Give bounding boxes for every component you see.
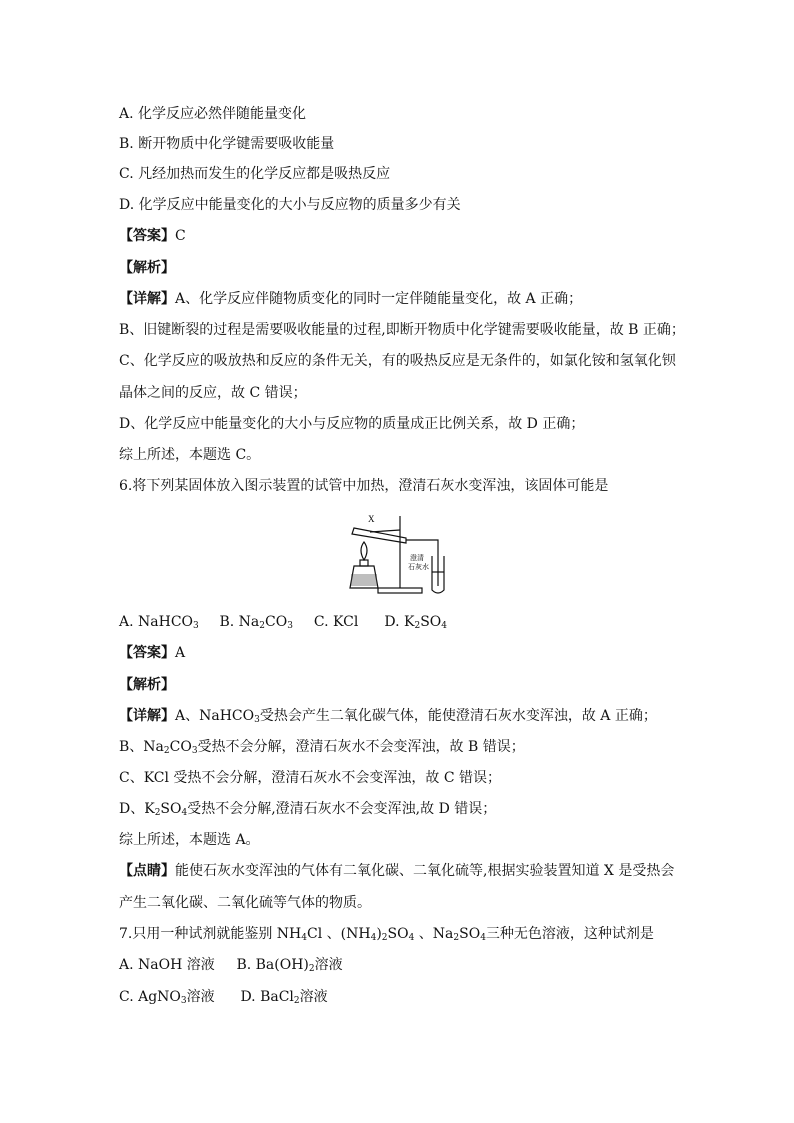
stand-base — [378, 588, 422, 593]
q6-analysis-tag: 【解析】 — [119, 677, 175, 693]
q6-answer-value: A — [175, 645, 186, 661]
q6-detail-b: B、$Na_2CO_3$受热不会分解，澄清石灰水不会变浑浊，故 B 错误； — [119, 739, 525, 756]
q5-detail-a-text: A、化学反应伴随物质变化的同时一定伴随能量变化，故 A 正确； — [175, 291, 583, 307]
apparatus-figure — [340, 508, 460, 598]
q6-tip-line-2: 产生二氧化碳、二氧化硫等气体的物质。 — [119, 895, 371, 911]
q6-summary: 综上所述，本题选 A。 — [119, 832, 260, 848]
q5-detail-c-1: C、化学反应的吸放热和反应的条件无关，有的吸热反应是无条件的，如氯化铵和氢氧化钡 — [119, 353, 676, 369]
q7-options-row-1 — [119, 955, 343, 975]
detail-tag: 【详解】 — [119, 291, 175, 307]
q7-option-a: A. NaOH 溶液 — [119, 957, 215, 973]
flame-icon — [361, 542, 367, 560]
q6-answer-line — [119, 643, 185, 663]
q5-option-a: A. 化学反应必然伴随能量变化 — [119, 106, 307, 122]
figure-label-water-1: 澄清 — [410, 554, 424, 562]
q6-option-b: B. $Na_2CO_3$ — [219, 614, 293, 631]
q7-option-b: B. $Ba(OH)_2$溶液 — [236, 957, 343, 974]
q7-stem: 7.只用一种试剂就能鉴别 $NH_4Cl$ 、$(NH_4)_2SO_4$ 、$Na_2SO_4$三种无色溶液，这种试剂是 — [119, 926, 654, 943]
answer-tag: 【答案】 — [119, 228, 175, 244]
q5-option-c: C. 凡经加热而发生的化学反应都是吸热反应 — [119, 166, 391, 182]
answer-tag: 【答案】 — [119, 645, 175, 661]
q5-detail-d: D、化学反应中能量变化的大小与反应物的质量成正比例关系，故 D 正确； — [119, 416, 585, 432]
q6-option-a: A. NaHCO$_3$ — [119, 614, 199, 631]
q6-detail-c: C、KCl 受热不会分解，澄清石灰水不会变浑浊，故 C 错误； — [119, 770, 502, 786]
q5-detail-c-2: 晶体之间的反应，故 C 错误； — [119, 385, 307, 401]
q6-option-c: C. KCl — [313, 614, 359, 630]
q5-option-b: B. 断开物质中化学键需要吸收能量 — [119, 136, 335, 152]
q5-option-d: D. 化学反应中能量变化的大小与反应物的质量多少有关 — [119, 197, 461, 213]
q6-tip-line-1: 【点睛】能使石灰水变浑浊的气体有二氧化碳、二氧化硫等,根据实验装置知道 X 是受热会 — [119, 863, 675, 879]
q5-detail-b: B、旧键断裂的过程是需要吸收能量的过程,即断开物质中化学键需要吸收能量，故 B 正确； — [119, 322, 685, 338]
lamp-fuel — [351, 574, 377, 586]
q5-analysis-tag: 【解析】 — [119, 260, 175, 276]
q5-answer-value: C — [175, 228, 186, 244]
q5-answer-line — [119, 226, 186, 246]
q7-option-d: D. BaCl$_2$溶液 — [240, 989, 328, 1006]
figure-label-water-2: 石灰水 — [408, 563, 429, 571]
q6-detail-d: D、$K_2SO_4$受热不会分解,澄清石灰水不会变浑浊,故 D 错误； — [119, 801, 497, 818]
q7-option-c: C. AgNO$_3$溶液 — [119, 989, 215, 1006]
figure-label-x: X — [368, 514, 375, 524]
q7-options-row-2 — [119, 987, 328, 1007]
detail-tag: 【详解】 — [119, 708, 175, 724]
q5-detail-a — [119, 289, 582, 309]
q6-detail-a: 【详解】A、NaHCO$_3$受热会产生二氧化碳气体，能使澄清石灰水变浑浊，故 A 正确； — [119, 708, 657, 725]
q6-option-d: D. $K_2SO_4$ — [384, 614, 447, 631]
q6-stem: 6.将下列某固体放入图示装置的试管中加热，澄清石灰水变浑浊，该固体可能是 — [119, 478, 609, 494]
q5-summary: 综上所述，本题选 C。 — [119, 447, 261, 463]
q6-options — [119, 612, 447, 632]
tip-tag: 【点睛】 — [119, 863, 175, 879]
